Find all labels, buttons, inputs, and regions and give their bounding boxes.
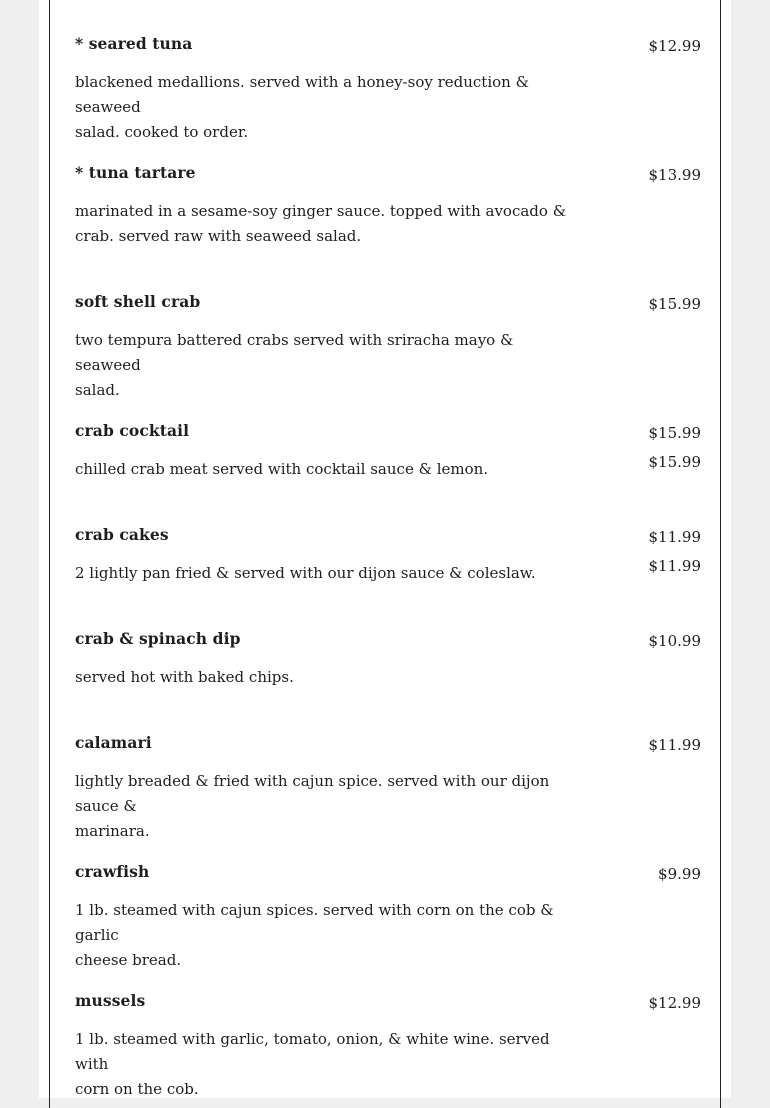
menu-item-price: $11.99 xyxy=(648,736,701,754)
menu-item-name: crab cocktail xyxy=(75,421,190,440)
menu-item-description: 1 lb. steamed with cajun spices. served with corn on the cob & garlic cheese bread. xyxy=(75,901,554,969)
menu-item-price: $15.99 xyxy=(648,295,701,313)
menu-item-price: $10.99 xyxy=(648,632,701,650)
menu-item-price: $13.99 xyxy=(648,166,701,184)
menu-item-description: served hot with baked chips. xyxy=(75,668,294,686)
menu-item-name: crawfish xyxy=(75,862,150,881)
menu-item-price: $15.99 xyxy=(648,424,701,442)
menu-item-price: $12.99 xyxy=(648,37,701,55)
menu-item-price: $11.99 xyxy=(648,528,701,546)
menu-item-price-repeat: $15.99 xyxy=(648,453,701,471)
menu-item-price-repeat: $11.99 xyxy=(648,557,701,575)
menu-item-description: lightly breaded & fried with cajun spice. served with our dijon sauce & marinara. xyxy=(75,772,550,840)
menu-item-description: chilled crab meat served with cocktail sauce & lemon. xyxy=(75,460,489,478)
menu-item-price: $12.99 xyxy=(648,994,701,1012)
menu-item-description: 2 lightly pan fried & served with our dijon sauce & coleslaw. xyxy=(75,564,536,582)
menu-item-description: marinated in a sesame-soy ginger sauce. topped with avocado & crab. served raw with seaweed salad. xyxy=(75,202,567,245)
menu-item-name: crab & spinach dip xyxy=(75,629,241,648)
menu-item-name: mussels xyxy=(75,991,146,1010)
menu-item-price: $9.99 xyxy=(658,865,701,883)
menu-item-description: 1 lb. steamed with garlic, tomato, onion, & white wine. served with corn on the cob. xyxy=(75,1030,550,1098)
menu-item-name: * seared tuna xyxy=(75,34,193,53)
menu-item-description: two tempura battered crabs served with sriracha mayo & seaweed salad. xyxy=(75,331,514,399)
menu-page xyxy=(39,0,731,1098)
menu-item-description: blackened medallions. served with a honey-soy reduction & seaweed salad. cooked to order. xyxy=(75,73,529,141)
menu-item-name: * tuna tartare xyxy=(75,163,196,182)
menu-item-name: soft shell crab xyxy=(75,292,201,311)
menu-item-name: calamari xyxy=(75,733,152,752)
menu-item-name: crab cakes xyxy=(75,525,169,544)
